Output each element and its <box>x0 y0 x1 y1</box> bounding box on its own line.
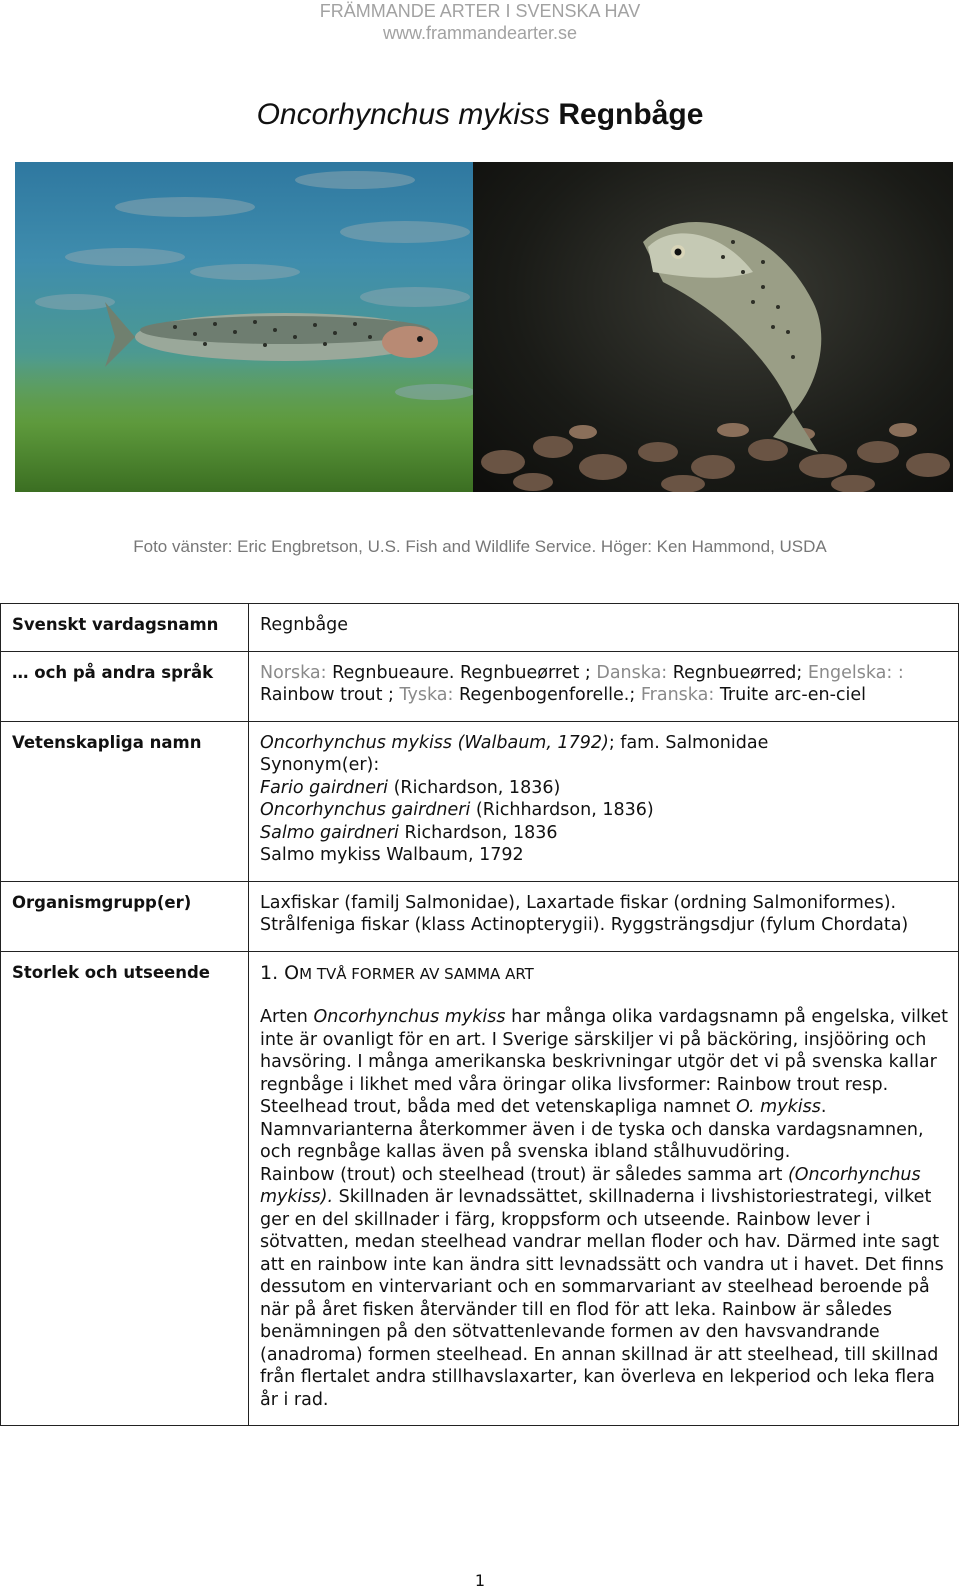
synonym-3-name: Salmo gairdneri <box>260 822 399 843</box>
value-swedish-name: Regnbåge <box>249 604 959 652</box>
value-scientific-names <box>249 721 959 881</box>
photo-caption: Foto vänster: Eric Engbretson, U.S. Fish and Wildlife Service. Höger: Ken Hammond, USDA <box>133 537 827 556</box>
lang-german: Tyska: <box>399 685 454 705</box>
value-organism-group: Laxfiskar (familj Salmonidae), Laxartade fiskar (ordning Salmoniformes). Strålfeniga fiskar (klass Actinopterygii). Ryggsträngsdjur (fylum Chordata) <box>249 881 959 951</box>
lang-norwegian: Norska: <box>260 662 327 683</box>
table-row <box>1 951 959 1426</box>
name-german: Regenbogenforelle.; <box>458 685 636 705</box>
label-swedish-name: Svenskt vardagsnamn <box>1 604 249 652</box>
photo-trout-school <box>15 162 473 492</box>
species-info-table <box>0 603 959 1426</box>
table-row <box>1 721 959 881</box>
scientific-name-main: Oncorhynchus mykiss (Walbaum, 1792) <box>260 732 609 753</box>
label-scientific-names: Vetenskapliga namn <box>1 721 249 881</box>
name-norwegian: Regnbueaure. Regnbueørret ; <box>332 662 591 683</box>
label-other-languages: … och på andra språk <box>1 651 249 721</box>
table-row <box>1 604 959 652</box>
lang-english: Engelska: : <box>807 662 904 683</box>
synonyms-label: Synonym(er): <box>260 755 380 775</box>
synonym-2-name: Oncorhynchus gairdneri <box>260 800 471 820</box>
synonym-1-name: Fario gairdneri <box>260 777 389 798</box>
title-scientific-name: Oncorhynchus mykiss <box>256 98 551 131</box>
name-french: Truite arc-en-ciel <box>719 685 867 705</box>
value-other-languages <box>249 651 959 721</box>
synonym-1-author: (Richardson, 1836) <box>393 777 561 798</box>
scientific-name-family: ; fam. Salmonidae <box>608 732 769 753</box>
table-row <box>1 651 959 721</box>
lang-danish: Danska: <box>596 662 668 683</box>
section-body: Arten Oncorhynchus mykiss har många olika vardagsnamn på engelska, vilket inte är ovanligt för en art. I Sverige särskiljer vi på bäcköring, insjööring och havsöring. I många amerikanska beskrivningar utgör det vi på svenska kallar regnbåge i likhet med våra öringar olika livsformer: Rainbow trout resp. Steelhead trout, båda med det vetenskapliga namnet O. mykiss. Namnvarianterna återkommer även i de tyska och danska vardagsnamnen, och regnbåge kallas även på svenska ibland stålhuvudöring. Rainbow (trout) och steelhead (trout) är således samma art (Oncorhynchus mykiss). Skillnaden är levnadssättet, skillnaderna i livshistoriestrategi, vilket ger en del skillnader i färg, kroppsform och utseende. Rainbow lever i sötvatten, medan steelhead vandrar mellan floder och hav. Därmed inte sagt att en rainbow inte kan ändra sitt levnadssätt och vandra ut i havet. Det finns dessutom en vintervariant och en sommarvariant av steelhead beroende på när på året fisken återvänder till en flod för att leka. Rainbow är således benämningen på den sötvattenlevande formen av den havsvandrande (anadroma) formen steelhead. En annan skillnad är att steelhead, till skillnad från flertalet andra stillhavslaxarter, kan överleva en lekperiod och leka flera år i rad. <box>260 1007 948 1410</box>
header-website: www.frammandearter.se <box>382 23 578 43</box>
page-number: 1 <box>474 1571 486 1590</box>
section-heading: 1. OM TVÅ FORMER AV SAMMA ART <box>260 961 534 984</box>
lang-french: Franska: <box>640 685 715 705</box>
name-english: Rainbow trout ; <box>260 685 394 705</box>
header-title: FRÄMMANDE ARTER I SVENSKA HAV <box>319 1 641 21</box>
photo-trout-pebbles <box>473 162 953 492</box>
value-size-appearance <box>249 951 959 1426</box>
page-title <box>0 98 960 132</box>
synonym-2-author: (Richhardson, 1836) <box>475 800 654 820</box>
label-size-appearance: Storlek och utseende <box>1 951 249 1426</box>
synonym-3-author: Richardson, 1836 <box>404 822 558 843</box>
label-organism-group: Organismgrupp(er) <box>1 881 249 951</box>
table-row <box>1 881 959 951</box>
synonym-4: Salmo mykiss Walbaum, 1792 <box>260 845 524 865</box>
title-common-name: Regnbåge <box>558 98 704 131</box>
name-danish: Regnbueørred; <box>672 662 803 683</box>
